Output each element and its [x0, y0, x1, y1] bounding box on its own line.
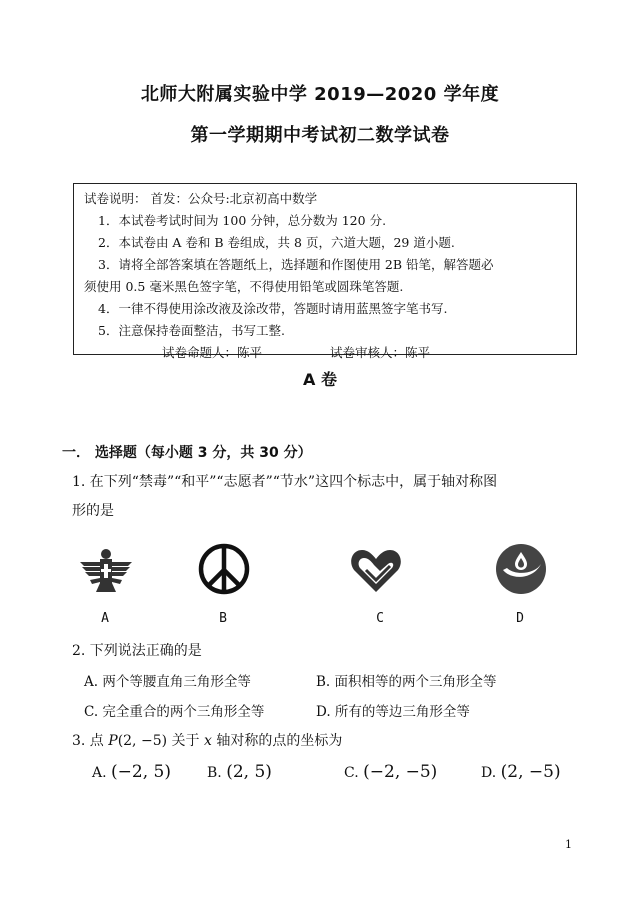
logo-label-d: D — [516, 611, 524, 626]
setter-label: 试卷命题人：陈平 — [162, 345, 263, 360]
question-3-option-d — [481, 762, 561, 782]
question-1-stem: 1. 在下列“禁毒”“和平”“志愿者”“节水”这四个标志中，属于轴对称图 — [72, 474, 498, 490]
logo-label-c: C — [376, 611, 384, 626]
question-3-option-a — [92, 762, 171, 782]
question-2-option-d: D. 所有的等边三角形全等 — [316, 704, 470, 720]
q3-mid: 关于 — [167, 733, 204, 749]
q3-point-name: P — [108, 733, 118, 749]
q3-point-coord: (2, −5) — [117, 733, 168, 749]
instruction-header: 试卷说明： 首发：公众号:北京初高中数学 — [84, 191, 318, 206]
q3-prefix: 3. 点 — [72, 733, 109, 749]
question-3-option-c — [344, 762, 437, 782]
water-saving-logo — [491, 540, 551, 598]
section-a-heading: A 卷 — [303, 370, 337, 389]
exam-title-line1: 北师大附属实验中学 2019—2020 学年度 — [140, 84, 500, 105]
question-2-option-b: B. 面积相等的两个三角形全等 — [316, 674, 497, 690]
exam-authors — [84, 342, 566, 364]
instruction-2: 2．本试卷由 A 卷和 B 卷组成，共 8 页，六道大题，29 道小题. — [98, 235, 455, 250]
instruction-5: 5．注意保持卷面整洁，书写工整. — [98, 323, 285, 338]
question-3-stem — [72, 730, 342, 750]
page-number: 1 — [565, 838, 572, 851]
instruction-3: 3．请将全部答案填在答题纸上，选择题和作图使用 2B 铅笔，解答题必 — [98, 257, 494, 272]
question-2-option-c: C. 完全重合的两个三角形全等 — [84, 704, 265, 720]
instruction-1: 1．本试卷考试时间为 100 分钟，总分数为 120 分. — [98, 213, 387, 228]
logo-label-b: B — [219, 611, 227, 626]
q3-option-b-value: (2, 5) — [226, 762, 272, 782]
exam-title-line2: 第一学期期中考试初二数学试卷 — [190, 125, 450, 146]
exam-instructions-box — [73, 183, 577, 360]
anti-drug-eagle-logo — [76, 540, 136, 598]
instruction-4: 4．一律不得使用涂改液及涂改带，答题时请用蓝黑签字笔书写. — [98, 301, 448, 316]
question-3-option-b — [207, 762, 272, 782]
q3-option-b-label: B. — [207, 765, 222, 781]
question-1-stem-cont: 形的是 — [72, 503, 114, 519]
peace-sign-logo — [194, 540, 254, 598]
q3-suffix: 轴对称的点的坐标为 — [211, 733, 343, 749]
question-2-stem: 2. 下列说法正确的是 — [72, 643, 202, 659]
q3-axis-name: x — [203, 733, 212, 749]
instruction-3-cont: 须使用 0.5 毫米黑色签字笔，不得使用铅笔或圆珠笔答题. — [84, 279, 404, 294]
q3-option-c-value: (−2, −5) — [363, 762, 438, 782]
q3-option-d-value: (2, −5) — [500, 762, 561, 782]
reviewer-label: 试卷审核人：陈平 — [330, 345, 431, 360]
q3-option-a-label: A. — [92, 765, 107, 781]
q3-option-c-label: C. — [344, 765, 359, 781]
q3-option-d-label: D. — [481, 765, 497, 781]
volunteer-heart-logo — [346, 540, 406, 598]
section-1-heading: 一． 选择题（每小题 3 分，共 30 分） — [62, 445, 312, 461]
question-2-option-a: A. 两个等腰直角三角形全等 — [84, 674, 251, 690]
logo-label-a: A — [101, 611, 109, 626]
q3-option-a-value: (−2, 5) — [111, 762, 171, 782]
